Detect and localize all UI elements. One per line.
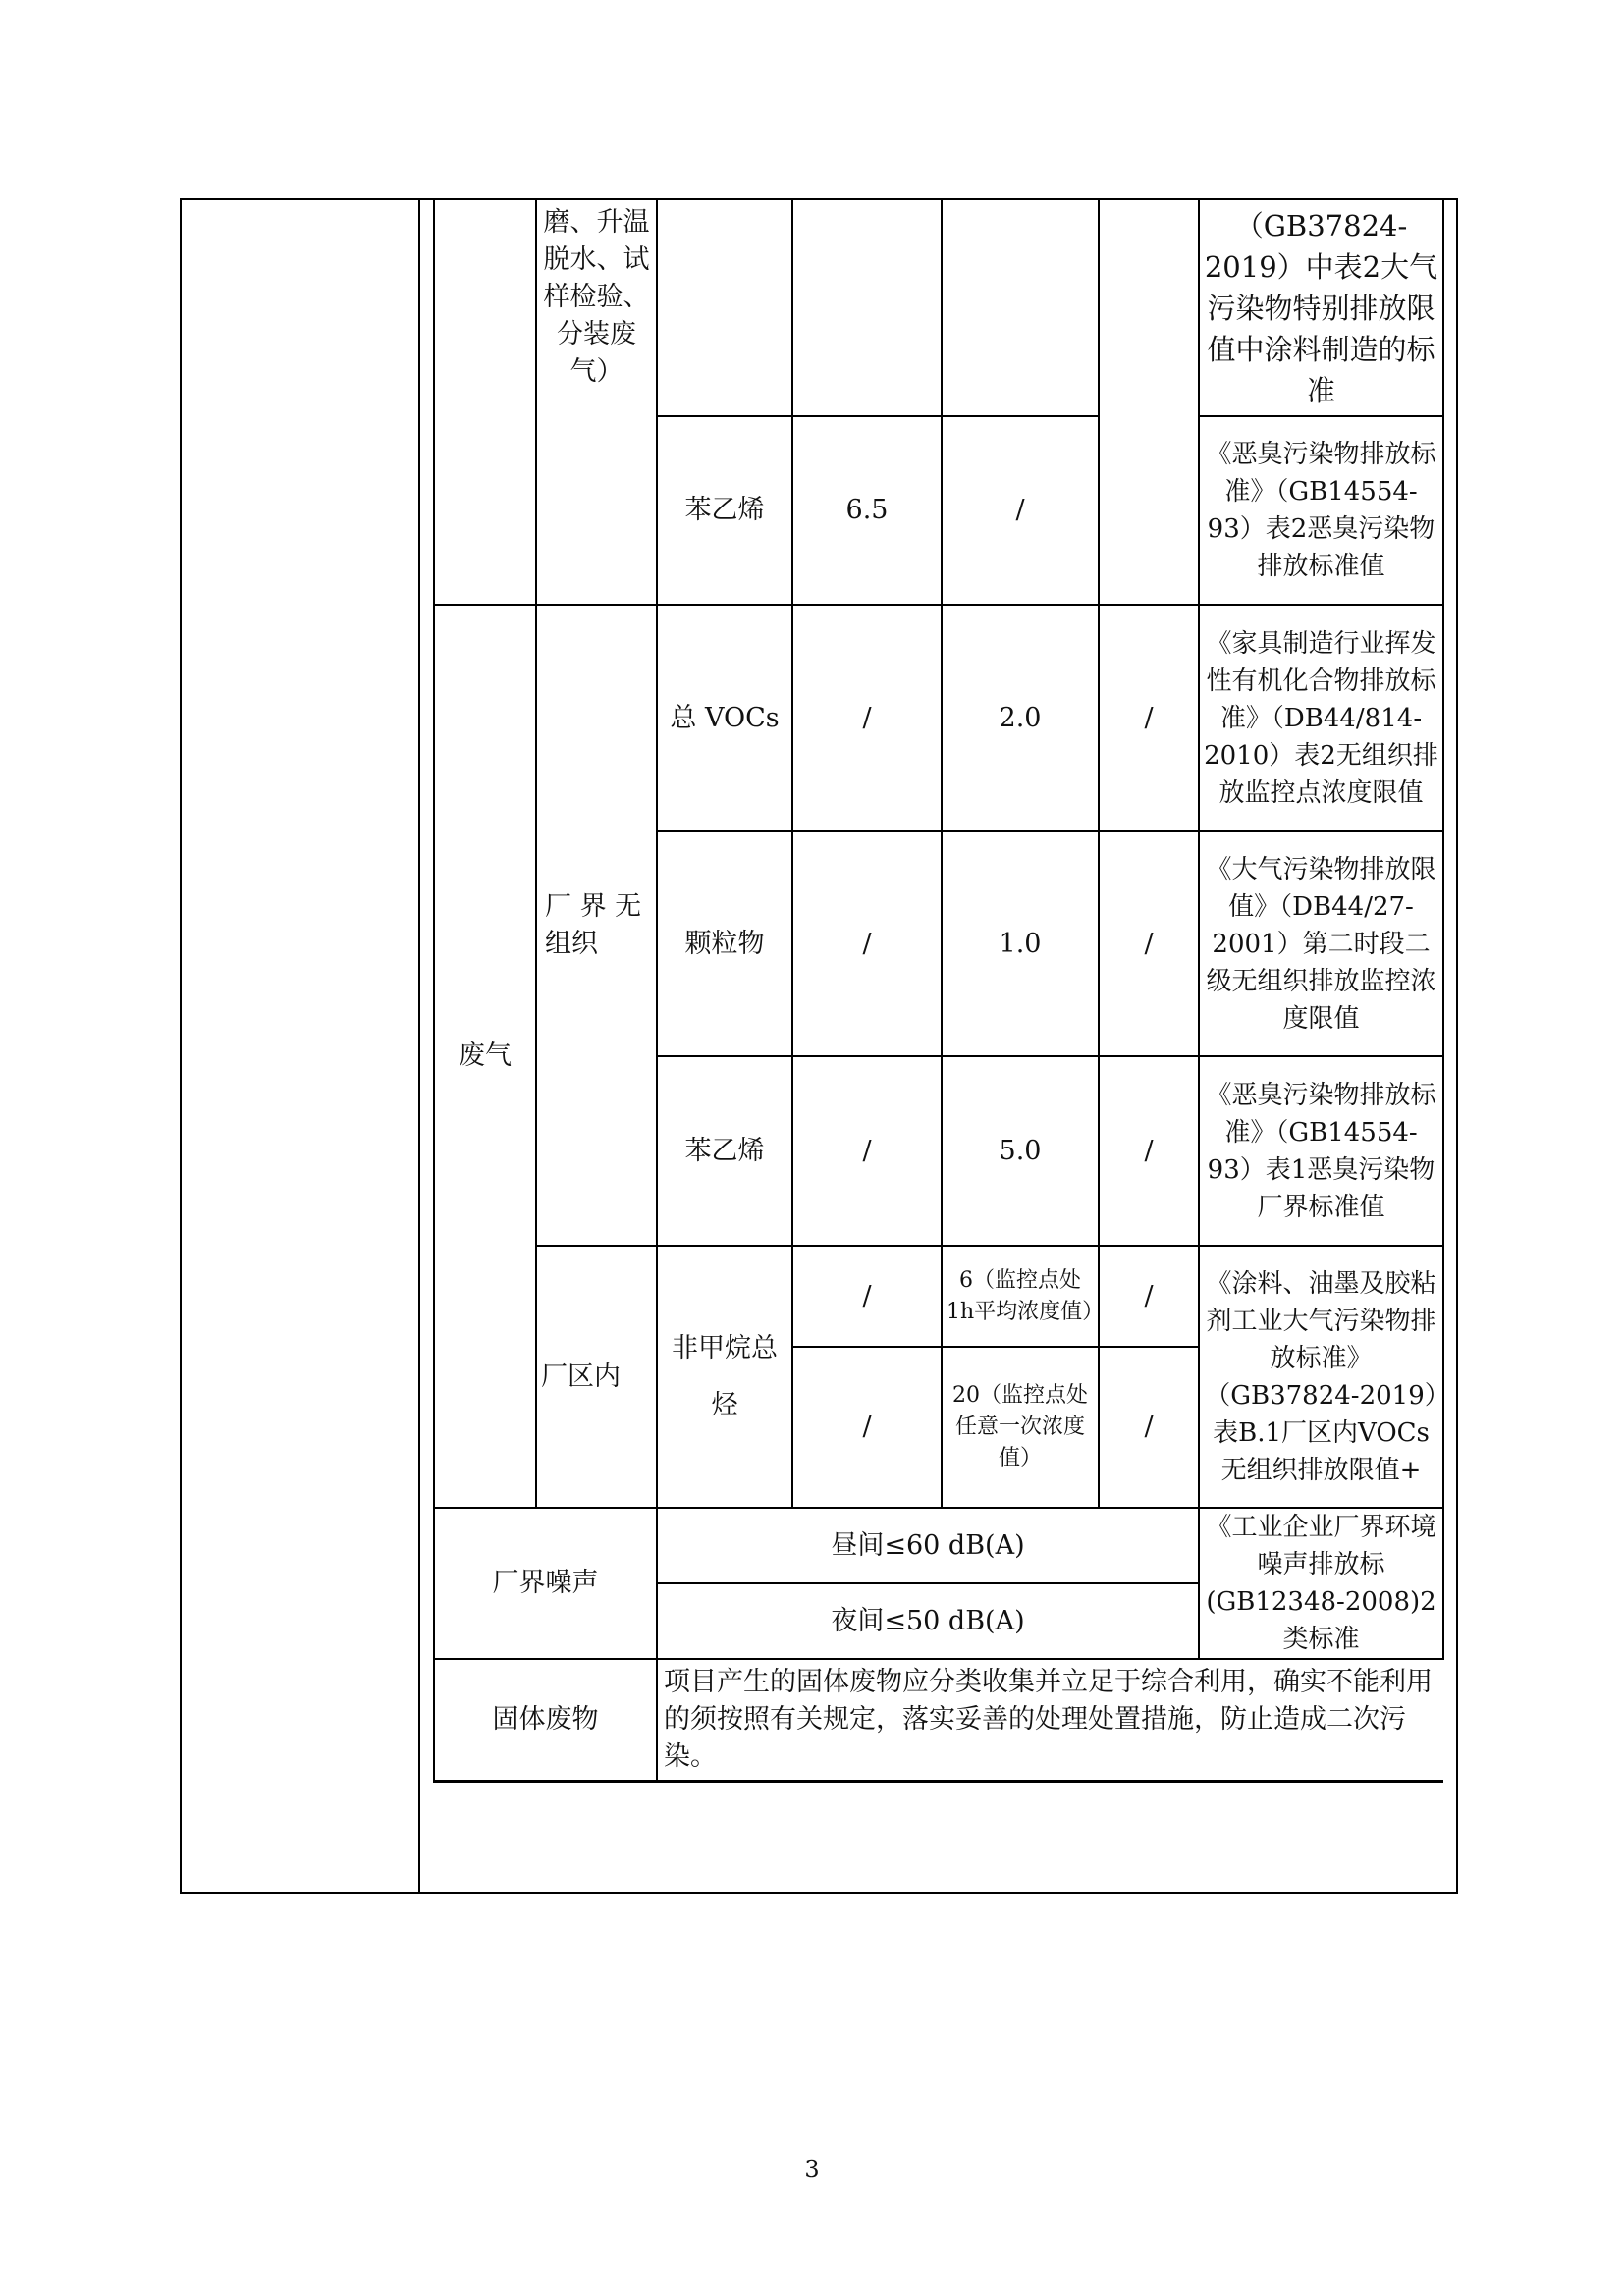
other-cell: / — [1099, 1347, 1199, 1508]
standard-cell: 《大气污染物排放限值》（DB44/27-2001）第二时段二级无组织排放监控浓度限值 — [1199, 831, 1443, 1056]
standard-cell: 《恶臭污染物排放标准》（GB14554-93）表1恶臭污染物厂界标准值 — [1199, 1056, 1443, 1246]
noise-label-cell: 厂界噪声 — [434, 1508, 657, 1659]
category-cell-top — [434, 200, 536, 605]
pollutant-cell: 颗粒物 — [657, 831, 792, 1056]
frame-divider — [418, 198, 420, 1894]
rate-cell: / — [792, 605, 942, 831]
process-text: 磨、升温脱水、试样检验、分装废气） — [543, 207, 650, 387]
solid-label-cell: 固体废物 — [434, 1659, 657, 1781]
pollutant-cell: 总 VOCs — [657, 605, 792, 831]
boundary-cell: 厂 界 无组织 — [536, 605, 657, 1246]
conc-cell: 1.0 — [942, 831, 1099, 1056]
conc-cell: 5.0 — [942, 1056, 1099, 1246]
standard-cell: 《家具制造行业挥发性有机化合物排放标准》（DB44/814-2010）表2无组织排放监控点浓度限值 — [1199, 605, 1443, 831]
table-row — [434, 605, 1443, 831]
rate-cell: / — [792, 831, 942, 1056]
noise-day-cell: 昼间≤60 dB(A) — [657, 1508, 1199, 1583]
rate-cell: / — [792, 1056, 942, 1246]
conc-cell — [942, 200, 1099, 416]
standard-cell: （GB37824-2019）中表2大气污染物特别排放限值中涂料制造的标准 — [1199, 200, 1443, 416]
rate-cell: / — [792, 1246, 942, 1347]
other-cell: / — [1099, 605, 1199, 831]
rate-cell: 6.5 — [792, 416, 942, 605]
noise-standard-cell: 《工业企业厂界环境噪声排放标(GB12348-2008)2类标准 — [1199, 1508, 1443, 1659]
other-cell: / — [1099, 831, 1199, 1056]
other-cell: / — [1099, 1246, 1199, 1347]
emission-standards-table — [433, 200, 1444, 1783]
conc-cell: 2.0 — [942, 605, 1099, 831]
solid-text-cell: 项目产生的固体废物应分类收集并立足于综合利用，确实不能利用的须按照有关规定，落实妥善的处理处置措施，防止造成二次污染。 — [657, 1659, 1443, 1781]
rate-cell — [792, 200, 942, 416]
other-cell: / — [1099, 1056, 1199, 1246]
pollutant-cell: 苯乙烯 — [657, 1056, 792, 1246]
process-cell — [536, 200, 657, 605]
table-row — [434, 1508, 1443, 1583]
plant-cell: 厂区内 — [536, 1246, 657, 1508]
category-cell: 废气 — [434, 605, 536, 1508]
conc-cell: 20（监控点处任意一次浓度值） — [942, 1347, 1099, 1508]
noise-night-cell: 夜间≤50 dB(A) — [657, 1583, 1199, 1659]
rate-cell: / — [792, 1347, 942, 1508]
conc-cell: 6（监控点处1h平均浓度值） — [942, 1246, 1099, 1347]
table-row — [434, 1659, 1443, 1781]
pollutant-cell — [657, 200, 792, 416]
pollutant-cell: 苯乙烯 — [657, 416, 792, 605]
pollutant-cell: 非甲烷总烃 — [657, 1246, 792, 1508]
page-number: 3 — [804, 2156, 820, 2183]
table-row — [434, 200, 1443, 416]
conc-cell: / — [942, 416, 1099, 605]
standard-cell: 《恶臭污染物排放标准》（GB14554-93）表2恶臭污染物排放标准值 — [1199, 416, 1443, 605]
standard-cell: 《涂料、油墨及胶粘剂工业大气污染物排放标准》（GB37824-2019）表B.1厂区内VOCs无组织排放限值+ — [1199, 1246, 1443, 1508]
table-row — [434, 1246, 1443, 1347]
other-cell — [1099, 200, 1199, 605]
